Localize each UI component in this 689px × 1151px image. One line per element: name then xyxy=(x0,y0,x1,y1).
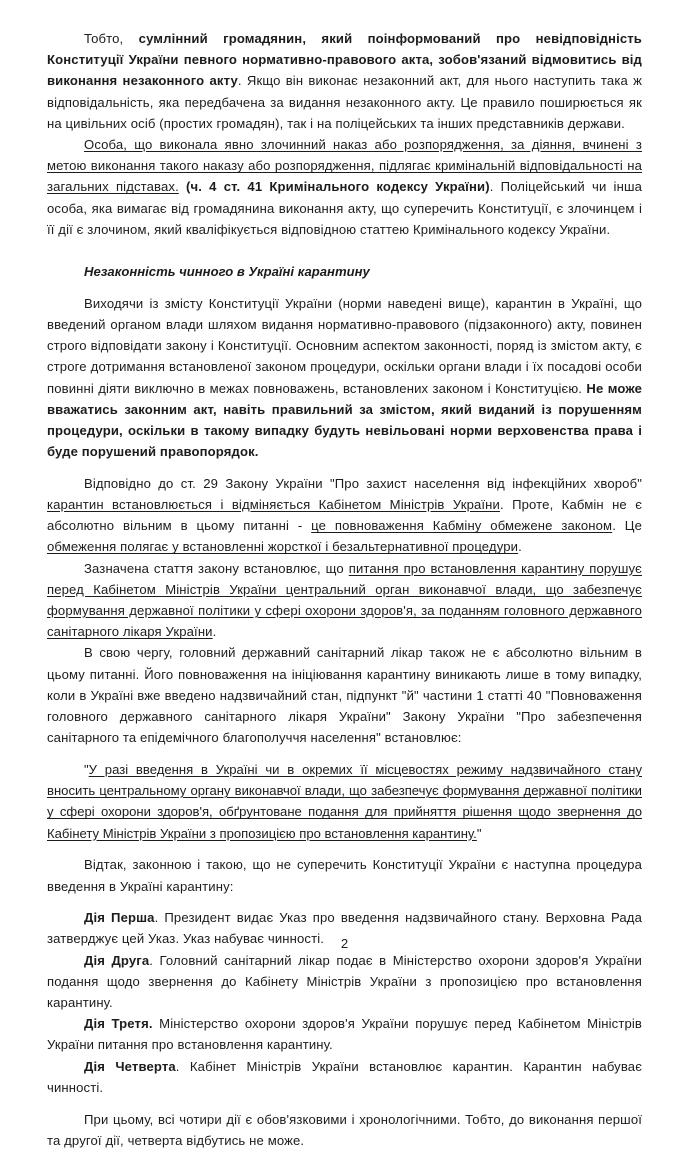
action-item-second xyxy=(47,950,642,1014)
section-heading-quarantine-illegality: Незаконність чинного в Україні карантину xyxy=(84,264,370,280)
text-run: Зазначена стаття закону встановлює, що xyxy=(84,560,349,576)
text-run: . xyxy=(518,539,522,555)
text-run: Виходячи із змісту Конституції України (норми наведені вище), карантин в Україні, що введений органом влади шляхом видання нормативно-правового (підзаконного) акту, повинен строго відповідати закону і Конституції. Основним аспектом законності, поряд із змістом акту, є строге дотримання встановленої законом процедури, оскільки органи влади і їх посадові особи повинні діяти виключно в межах повноважень, встановлених законом і Конституцією. xyxy=(47,295,642,396)
paragraph-lawful-procedure-intro xyxy=(47,854,642,896)
text-run: . xyxy=(212,624,217,640)
action-label-third: Дія Третя. xyxy=(84,1016,153,1032)
page-number: 2 xyxy=(340,936,349,951)
text-run-bold-citation: (ч. 4 ст. 41 Кримінального кодексу України) xyxy=(178,179,490,195)
text-run: Тобто, xyxy=(84,31,139,46)
action-label-second: Дія Друга xyxy=(84,952,150,968)
paragraph-central-executive-body xyxy=(47,558,642,643)
text-run: . Президент видає Указ про введення надзвичайного стану. Верховна Рада затверджує цей Указ. Указ набуває чинності. xyxy=(47,910,642,947)
quote-mark-open: " xyxy=(84,762,89,777)
text-run: . Поліцейський чи інша особа, яка вимагає від громадянина виконання акту, що суперечить Конституції, є злочинцем і її дії є злочином, який кваліфікується відповідною статтею Кримінального кодексу України. xyxy=(47,179,642,237)
blockquote-law-excerpt xyxy=(47,759,642,844)
action-label-fourth: Дія Четверта xyxy=(84,1058,176,1074)
text-run: . Якщо він виконає незаконний акт, для нього наступить така ж відповідальність, яка передбачена за видання незаконного акту. Це правило поширюється як на цивільних осіб (простих громадян), так і на поліцейських та інших представників держави. xyxy=(47,73,643,131)
text-run-underline: це повноваження Кабміну обмежене законом xyxy=(311,518,613,534)
text-run: Відтак, законною і такою, що не суперечить Конституції України є наступна процедура введення в Україні карантину: xyxy=(47,857,642,894)
text-run-underline: карантин встановлюється і відміняється Кабінетом Міністрів України xyxy=(47,497,500,513)
action-item-third xyxy=(47,1013,642,1055)
text-run: . Головний санітарний лікар подає в Міністерство охорони здоров'я України подання щодо звернення до Кабінету Міністрів України з пропозицією про встановлення карантину. xyxy=(47,952,642,1011)
paragraph-criminal-order-liability xyxy=(47,134,642,240)
text-run-underline: Особа, що виконала явно злочинний наказ або розпорядження, за діяння, вчинені з метою виконання такого наказу або розпорядження, підлягає кримінальній відповідальності на загальних підставах. xyxy=(47,137,642,195)
text-run: . Кабінет Міністрів України встановлює карантин. Карантин набуває чинності. xyxy=(47,1058,643,1095)
text-run: Відповідно до ст. 29 Закону України "Про захист населення від інфекційних хвороб" xyxy=(84,475,642,491)
text-run-underline: У разі введення в Україні чи в окремих її місцевостях режиму надзвичайного стану вносить центральному органу виконавчої влади, що забезпечує формування державної політики у сфері охорони здоров'я, обґрунтоване подання для прийняття рішення щодо звернення до Кабінету Міністрів України з пропозицією про встановлення карантину. xyxy=(47,762,642,841)
text-run: В свою чергу, головний державний санітарний лікар також не є абсолютно вільним в цьому питанні. Його повноваження на ініціювання карантину виникають лише в тому випадку, коли в Україні вже введено надзвичайний стан, підпункт "й" частини 1 статті 40 "Повноваження головного державного санітарного лікаря України" Закону України "Про забезпечення санітарного та епідемічного благополуччя населення" встановлює: xyxy=(47,645,642,746)
paragraph-article-29-law xyxy=(47,473,642,558)
text-run: Міністерство охорони здоров'я України порушує перед Кабінетом Міністрів України питання про встановлення карантину. xyxy=(47,1016,642,1053)
quote-mark-close: " xyxy=(476,825,482,841)
paragraph-chief-sanitary-doctor xyxy=(47,642,642,748)
paragraph-conscientious-citizen xyxy=(47,28,642,134)
text-run: . Проте, Кабмін не є абсолютно вільним в цьому питанні - xyxy=(47,497,643,534)
text-run-underline: обмеження полягає у встановленні жорсткої і безальтернативної процедури xyxy=(47,539,519,555)
text-run-bold: сумлінний громадянин, який поінформований про невідповідність Конституції України певного нормативно-правового акта, зобов'язаний відмовитись від виконання незаконного акту xyxy=(47,31,642,89)
action-item-fourth xyxy=(47,1056,642,1098)
text-run: При цьому, всі чотири дії є обов'язковими і хронологічними. Тобто, до виконання першої та другої дії, четверта відбутись не може. xyxy=(47,1111,642,1148)
text-run-bold: Не може вважатись законним акт, навіть правильний за змістом, який виданий із порушенням процедури, оскільки в такому випадку будуть невільовані норми верховенства права і буде порушений правопорядок. xyxy=(47,380,642,460)
document-body xyxy=(47,28,642,1151)
paragraph-constitution-compliance xyxy=(47,293,642,463)
text-run-underline: питання про встановлення карантину порушує перед Кабінетом Міністрів України центральний орган виконавчої влади, що забезпечує формування державної політики у сфері охорони здоров'я, за поданням головного державного санітарного лікаря України xyxy=(47,560,642,640)
paragraph-closing-note xyxy=(47,1109,642,1151)
action-label-first: Дія Перша xyxy=(84,910,155,926)
text-run: . Це xyxy=(612,518,643,534)
